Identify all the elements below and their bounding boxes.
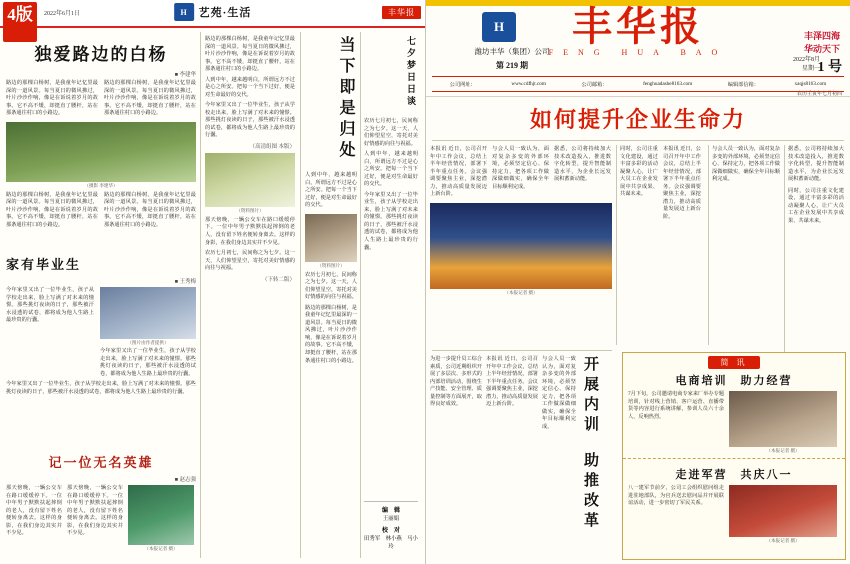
editor-email-value[interactable]: xaqjs8163.com	[794, 81, 827, 87]
article-bai-yang	[6, 36, 196, 229]
vertical-headline-1: 开展内训	[582, 356, 598, 436]
weekday-value: 星期一	[801, 66, 820, 72]
lead-body-far-right	[788, 146, 844, 225]
column-text-3: 今年家里又出了一位毕业生，孩子从学校走出来，脸上写满了对未来的憧憬。那些挑灯夜读的日子，那些被汗水浸透的试卷，都将成为他人生路上最珍贵的行囊。	[205, 102, 295, 139]
lead-column-1: 本报讯 近日，公司召开年中工作会议，总结上半年经营情况，部署下半年重点任务。会议强调要聚焦主业，深挖潜力，推动高质量发展迈上新台阶。	[430, 146, 487, 198]
right-rule-2	[432, 350, 612, 351]
column-text-5: 农历七月初七，民间称之为七夕。这一天，人们仰望星空，寄托对美好情感的向往与祝福。	[205, 250, 295, 272]
brief-photo-training	[729, 391, 837, 447]
article-body-2: 今年家里又出了一位毕业生，孩子从学校走出来，脸上写满了对未来的憧憬。那些挑灯夜读的日子，那些被汗水浸透的试卷，都将成为他人生路上最珍贵的行囊。	[6, 381, 196, 395]
left-masthead	[0, 0, 425, 28]
brief-headline: 电商培训 助力经营	[675, 375, 793, 387]
column-text: 路边的那棵白杨树，是我童年记忆里最深的一道风景。每当夏日的微风拂过，叶片沙沙作响，像是在诉说着岁月的故事。它不高不矮，却挺直了腰杆，站在那条通往村口的小路边。	[205, 36, 295, 73]
article-photo-flower	[205, 153, 295, 207]
training-body-3: 与会人员一致认为，面对复杂多变的外部环境，必须坚定信心、保持定力，把各项工作做深做细做实，确保全年目标顺利完成。	[542, 356, 576, 430]
pinyin-bao: BAO	[680, 48, 728, 57]
article-internal-training	[430, 356, 612, 558]
column-text-3: 路边的那棵白杨树，是我童年记忆里最深的一道风景。每当夏日的微风拂过，叶片沙沙作响，像是在诉说着岁月的故事。它不高不矮，却挺直了腰杆，站在那条通往村口的小路边。	[305, 304, 357, 364]
column-text-2: 人到中年，越来越明白，所谓远方不过是心之所安。把每一个当下过好，便是对生命最好的交代。	[205, 76, 295, 98]
article-headline: 记一位无名英雄	[48, 455, 154, 470]
issue-number: 第 219 期	[496, 61, 528, 70]
article-headline: 家有毕业生	[6, 257, 82, 272]
article-body-cont: 路边的那棵白杨树，是我童年记忆里最深的一道风景。每当夏日的微风拂过，叶片沙沙作响，像是在诉说着岁月的故事。它不高不矮，却挺直了腰杆，站在那条通往村口的小路边。	[104, 80, 196, 117]
company-logo-icon: H	[482, 12, 516, 42]
photo-caption: （本报记者 摄）	[144, 546, 178, 551]
issue-label: 1 号	[817, 60, 842, 75]
slogan	[804, 30, 840, 56]
article-hero	[6, 448, 196, 552]
column-text-2: 农历七月初七，民间称之为七夕。这一天，人们仰望星空，寄托对美好情感的向往与祝福。	[305, 271, 357, 301]
brief-photo-caption: （本报记者 摄）	[766, 538, 800, 543]
date-value: 2022年8月	[792, 57, 820, 63]
left-column-b	[205, 36, 295, 285]
brief-body: 7月下旬，公司邀请电商专家来厂举办专题培训，针对线上营销、客户运营、直播带货等内容进行系统讲解，参训人员六十余人，反响热烈。	[628, 391, 724, 420]
continued-note: （下转二版）	[261, 276, 295, 283]
lead-column-3: 据悉，公司将持续加大技术改造投入，推进数字化转型，提升智能制造水平，为企业长远发展积蓄新动能。	[554, 146, 611, 183]
proof-names: 田秀军 林小燕 马小玲	[364, 536, 418, 550]
paper-title: 丰华报	[571, 4, 704, 49]
article-photo-people	[100, 287, 196, 339]
lead-body-right	[712, 146, 780, 184]
company-logo-icon: H	[174, 3, 194, 21]
lead-column-4: 同时，公司注重文化建设，通过丰富多彩的活动凝聚人心，让广大员工在企业发展中共享成果、共谋未来。	[620, 146, 658, 198]
vertical-headline: 当下即是归处	[337, 36, 354, 162]
photo-caption: （图片由作者提供）	[127, 340, 169, 345]
left-date: 2022年6月1日	[44, 11, 81, 17]
website-label: 公司网址：	[449, 81, 476, 88]
column-text-2: 人到中年，越来越明白，所谓远方不过是心之所安。把每一个当下过好，便是对生命最好的交代。	[364, 151, 418, 188]
left-col-divider-1	[200, 32, 201, 558]
article-body-2: 那天傍晚，一辆公交车在路口缓缓停下。一位中年男子默默扶起摔倒的老人，没有留下姓名便转身离去。这样的身影，在我们身边其实并不少见。	[67, 485, 123, 537]
paper-tag: 丰华报	[382, 6, 421, 19]
layout-note: （高清组图 本版）	[249, 143, 295, 150]
slogan-line-2: 华动天下	[803, 44, 840, 54]
photo-caption: （资料图片）	[317, 262, 345, 268]
slogan-line-1: 丰泽四海	[803, 31, 840, 41]
left-column-d	[364, 36, 418, 556]
proof-label: 校 对	[381, 528, 400, 534]
lead-headline: 如何提升企业生命力	[529, 107, 746, 132]
left-section-header	[174, 3, 252, 21]
brief-item-1	[623, 372, 845, 454]
lead-column-5: 本报讯 近日，公司召开年中工作会议，总结上半年经营情况，部署下半年重点任务。会议强调要聚焦主业，深挖潜力，推动高质量发展迈上新台阶。	[663, 146, 701, 220]
photo-caption: （资料图片）	[236, 207, 264, 213]
city-photo	[430, 203, 612, 289]
website-value[interactable]: www.cdfhjt.com	[511, 81, 546, 87]
column-text: 农历七月初七，民间称之为七夕。这一天，人们仰望星空，寄托对美好情感的向往与祝福。	[364, 118, 418, 147]
nameplate	[549, 6, 728, 57]
lead-body-left	[430, 146, 612, 296]
article-body-cont: 今年家里又出了一位毕业生，孩子从学校走出来，脸上写满了对未来的憧憬。那些挑灯夜读的日子，那些被汗水浸透的试卷，都将成为他人生路上最珍贵的行囊。	[100, 348, 196, 377]
column-text: 人到中年，越来越明白，所谓远方不过是心之所安。把每一个当下过好，便是对生命最好的交代。	[305, 172, 357, 209]
lunar-date: 农历壬寅年七月初四	[796, 92, 842, 97]
article-graduate	[6, 250, 196, 396]
article-byline: ■ 王秀梅	[174, 279, 196, 285]
brief-headline: 走进军营 共庆八一	[675, 469, 793, 481]
right-col-divider-1	[616, 145, 617, 345]
article-body-3: 路边的那棵白杨树，是我童年记忆里最深的一道风景。每当夏日的微风拂过，叶片沙沙作响，像是在诉说着岁月的故事。它不高不矮，却挺直了腰杆，站在那条通往村口的小路边。	[104, 191, 196, 228]
article-body-2: 路边的那棵白杨树，是我童年记忆里最深的一道风景。每当夏日的微风拂过，叶片沙沙作响，像是在诉说着岁月的故事。它不高不矮，却挺直了腰杆，站在那条通往村口的小路边。	[6, 191, 98, 228]
brief-body: 八一建军节前夕，公司工会组织慰问组走进驻地部队，为官兵送去慰问品并开展联谊活动，进一步密切了军民关系。	[628, 485, 724, 507]
article-byline: ■ 赵志强	[174, 477, 196, 483]
training-body-2: 本报讯 近日，公司召开年中工作会议，总结上半年经营情况，部署下半年重点任务。会议强调要聚焦主业，深挖潜力，推动高质量发展迈上新台阶。	[486, 356, 538, 408]
email-label: 公司邮箱：	[581, 81, 608, 88]
vertical-headline-2: 助推改革	[582, 452, 598, 532]
vertical-headline-qixi: 七夕梦日日谈	[406, 36, 416, 108]
editor-label: 编 辑	[381, 508, 400, 514]
editor-block	[364, 501, 418, 550]
organization-name: 潍坊丰华（集团）公司	[474, 47, 550, 56]
column-text-3: 今年家里又出了一位毕业生，孩子从学校走出来，脸上写满了对未来的憧憬。那些挑灯夜读的日子，那些被汗水浸透的试卷，都将成为他人生路上最珍贵的行囊。	[364, 191, 418, 251]
lead-body-mid	[620, 146, 704, 221]
right-rule-1	[432, 140, 844, 141]
right-masthead	[426, 0, 850, 97]
left-col-divider-3	[360, 32, 361, 558]
left-col-divider-2	[300, 32, 301, 558]
article-body: 那天傍晚，一辆公交车在路口缓缓停下。一位中年男子默默扶起摔倒的老人，没有留下姓名便转身离去。这样的身影，在我们身边其实并不少见。	[6, 485, 62, 537]
pinyin-hua: HUA	[621, 48, 669, 57]
lead-column-6: 与会人员一致认为，面对复杂多变的外部环境，必须坚定信心、保持定力，把各项工作做深做细做实，确保全年目标顺利完成。	[712, 146, 780, 183]
lead-column-7: 据悉，公司将持续加大技术改造投入，推进数字化转型，提升智能制造水平，为企业长远发展积蓄新动能。	[788, 146, 844, 183]
article-photo-rock	[305, 214, 357, 262]
article-photo-bus	[128, 485, 194, 545]
article-headline: 独爱路边的白杨	[34, 45, 168, 64]
left-column-c	[305, 36, 357, 556]
brief-item-2	[623, 458, 845, 544]
right-page	[426, 0, 850, 564]
brief-box-title: 简 讯	[708, 356, 760, 369]
city-photo-caption: （本报记者 摄）	[504, 289, 538, 295]
brief-photo-caption: （本报记者 摄）	[766, 448, 800, 453]
right-col-divider-2	[708, 145, 709, 345]
publish-date	[793, 56, 820, 74]
photo-caption: （摄影 李建华）	[84, 182, 118, 188]
lead-column-8: 同时，公司注重文化建设，通过丰富多彩的活动凝聚人心，让广大员工在企业发展中共享成果、共谋未来。	[788, 187, 844, 224]
editor-name: 王丽娟	[382, 516, 400, 522]
lead-column-2: 与会人员一致认为，面对复杂多变的外部环境，必须坚定信心、保持定力，把各项工作做深做细做实，确保全年目标顺利完成。	[492, 146, 549, 190]
page-number-value: 4版	[7, 5, 33, 24]
pinyin-feng: FENG	[548, 48, 610, 57]
article-byline: ■ 李建华	[174, 72, 196, 78]
article-photo-tree	[6, 122, 196, 182]
paper-title-pinyin	[549, 48, 728, 57]
email-value[interactable]: fenghuadashe8163.com	[643, 81, 693, 87]
info-bar	[432, 76, 844, 92]
article-body: 路边的那棵白杨树，是我童年记忆里最深的一道风景。每当夏日的微风拂过，叶片沙沙作响，像是在诉说着岁月的故事。它不高不矮，却挺直了腰杆，站在那条通往村口的小路边。	[6, 80, 98, 117]
article-body: 今年家里又出了一位毕业生，孩子从学校走出来，脸上写满了对未来的憧憬。那些挑灯夜读的日子，那些被汗水浸透的试卷，都将成为他人生路上最珍贵的行囊。	[6, 287, 94, 324]
brief-news-box	[622, 352, 846, 560]
brief-photo-army	[729, 485, 837, 537]
section-title: 艺苑·生活	[198, 7, 252, 19]
editor-email-label: 编辑部信箱：	[727, 81, 759, 88]
training-body-1: 为进一步提升员工综合素质，公司近期组织开展了多层次、多形式的内部培训活动，围绕生产技能、安全管理、质量控制等方面展开，取得良好成效。	[430, 356, 482, 408]
column-text-4: 那天傍晚，一辆公交车在路口缓缓停下。一位中年男子默默扶起摔倒的老人，没有留下姓名便转身离去。这样的身影，在我们身边其实并不少见。	[205, 216, 295, 246]
